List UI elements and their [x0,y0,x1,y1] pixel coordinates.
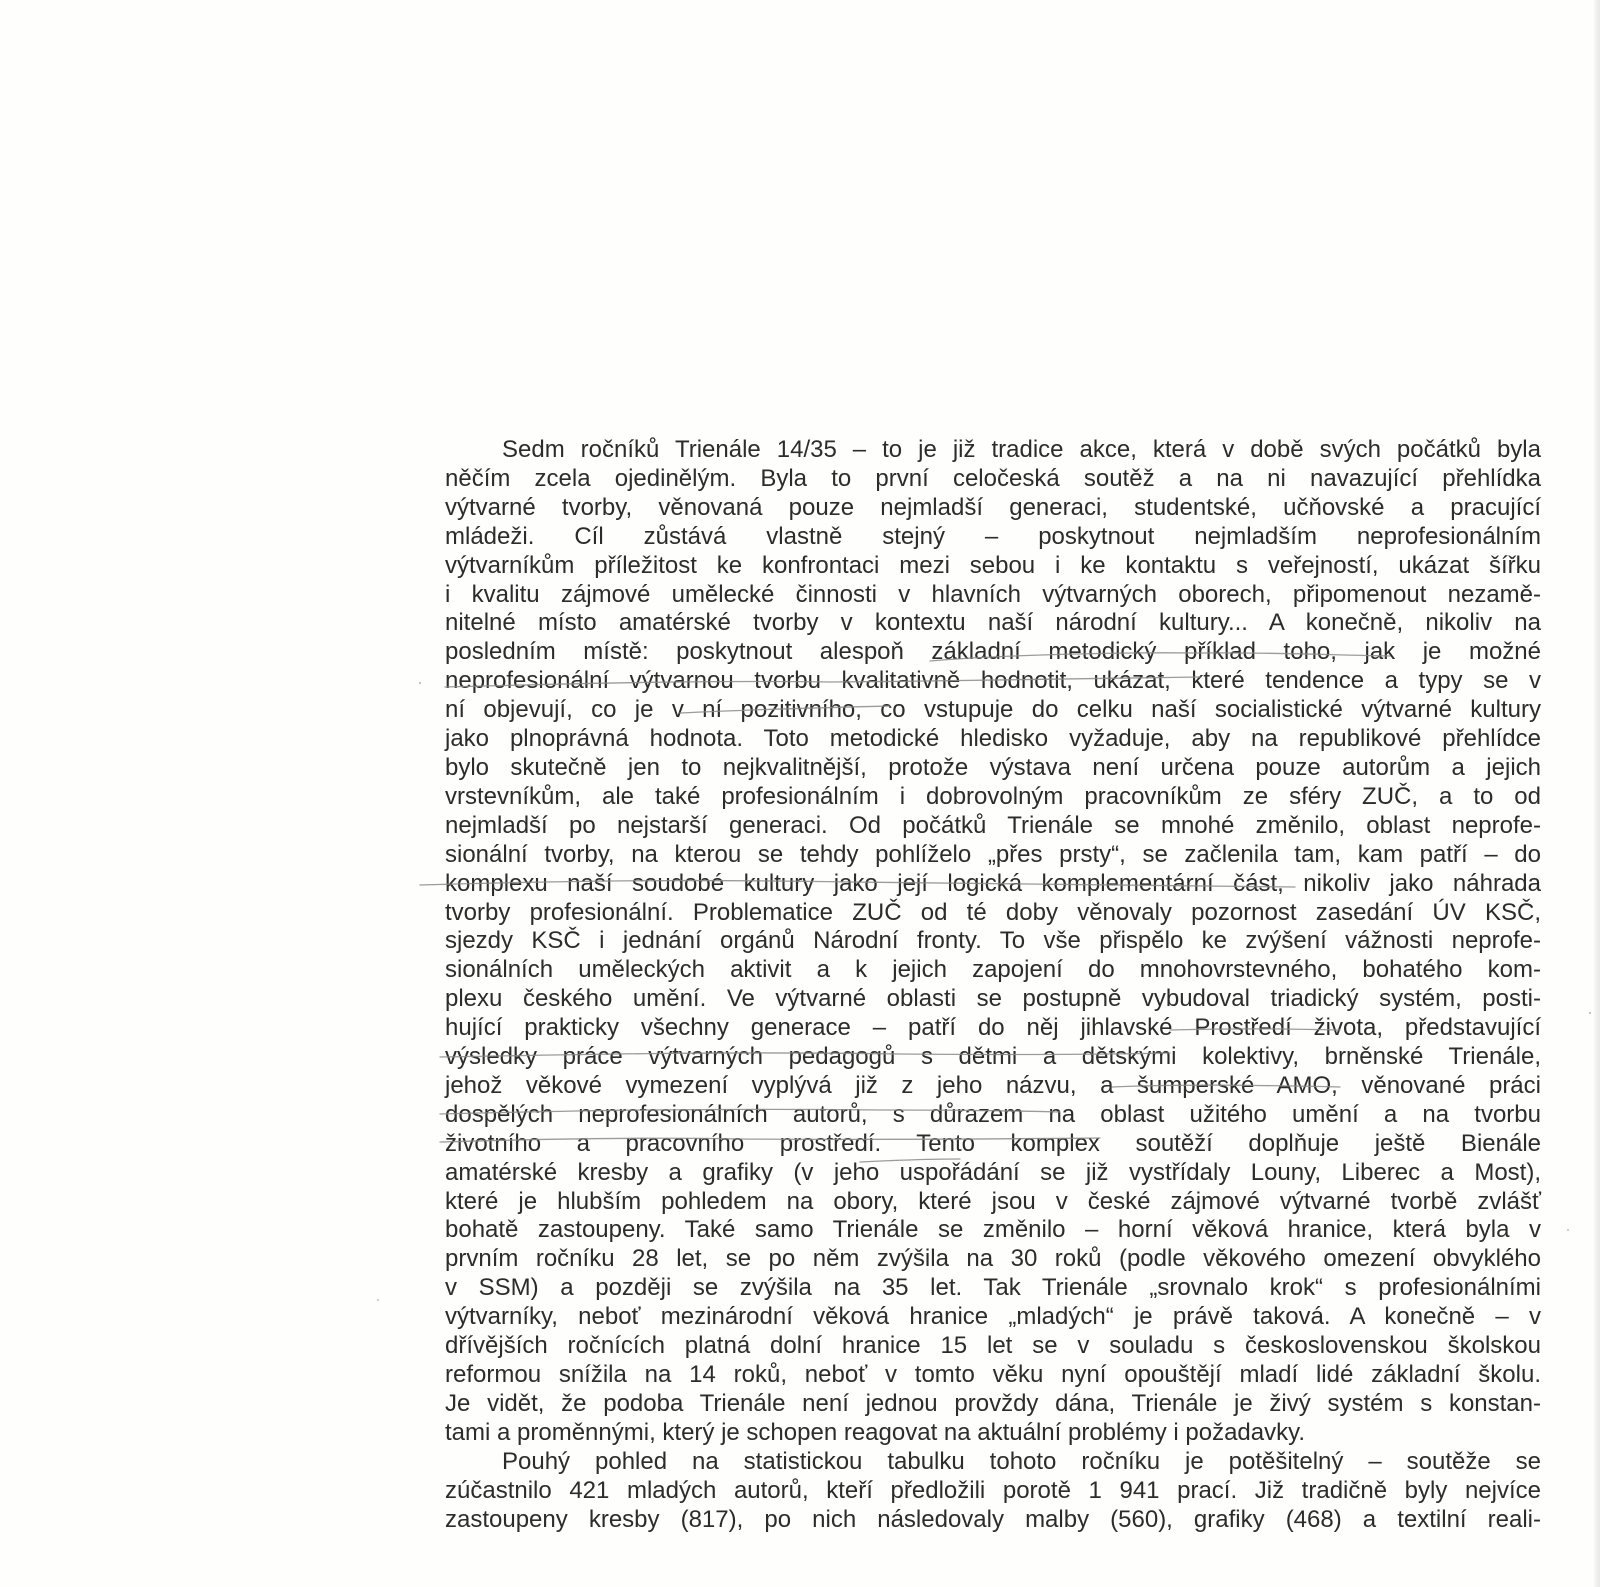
text-line: posledním místě: poskytnout alespoň základní metodický příklad toho, jak je možné [445,638,1541,666]
text-line: neprofesionální výtvarnou tvorbu kvalitativně hodnotit, ukázat, které tendence a typy se v [445,667,1541,695]
text-line: nejmladší po nejstarší generaci. Od počátků Trienále se mnohé změnilo, oblast neprofe- [445,811,1541,839]
text-line: bohatě zastoupeny. Také samo Trienále se změnilo – horní věková hranice, která byla v [445,1216,1541,1244]
text-line: Pouhý pohled na statistickou tabulku tohoto ročníku je potěšitelný – soutěže se [502,1447,1541,1475]
text-line: dřívějších ročnících platná dolní hranice 15 let se v souladu s československou školskou [445,1332,1541,1360]
text-line: i kvalitu zájmové umělecké činnosti v hlavních výtvarných oborech, připomenout nezamě- [445,580,1541,608]
pencil-mark [377,1299,379,1301]
pencil-mark [419,682,421,684]
text-line: výtvarníky, neboť mezinárodní věková hranice „mladých“ je právě taková. A konečně – v [445,1303,1541,1331]
paragraph-1 [445,436,1541,1448]
text-line: sionální tvorby, na kterou se tehdy pohlíželo „přes prsty“, se začlenila tam, kam patří – do [445,840,1541,868]
text-line: komplexu naší soudobé kultury jako její logická komplementární část, nikoliv jako náhrada [445,869,1541,897]
text-line: hující prakticky všechny generace – patří do něj jihlavské Prostředí života, představující [445,1014,1541,1042]
text-line: jako plnoprávná hodnota. Toto metodické hledisko vyžaduje, aby na republikové přehlídce [445,725,1541,753]
text-line: mládeži. Cíl zůstává vlastně stejný – poskytnout nejmladším neprofesionálním [445,522,1541,550]
text-line: sionálních uměleckých aktivit a k jejich zapojení do mnohovrstevného, bohatého kom- [445,956,1541,984]
text-line: jehož věkové vymezení vyplývá již z jeho názvu, a šumperské AMO, věnované práci [445,1071,1541,1099]
text-line: tvorby profesionální. Problematice ZUČ od té doby věnovaly pozornost zasedání ÚV KSČ, [445,898,1541,926]
text-line: zastoupeny kresby (817), po nich následovaly malby (560), grafiky (468) a textilní reali- [445,1505,1541,1533]
text-line: výtvarné tvorby, věnovaná pouze nejmladší generaci, studentské, učňovské a pracující [445,493,1541,521]
page-edge-shadow [1594,0,1600,1587]
text-line: vrstevníkům, ale také profesionálním i dobrovolným pracovníkům ze sféry ZUČ, a to od [445,782,1541,810]
text-line: výsledky práce výtvarných pedagogů s dětmi a dětskými kolektivy, brněnské Trienále, [445,1043,1541,1071]
text-line: ní objevují, co je v ní pozitivního, co vstupuje do celku naší socialistické výtvarné kultury [445,696,1541,724]
pencil-mark [1589,1012,1591,1014]
text-line: nitelné místo amatérské tvorby v kontextu naší národní kultury... A konečně, nikoliv na [445,609,1541,637]
text-line: reformou snížila na 14 roků, neboť v tomto věku nyní opouštějí mladí lidé základní školu. [445,1361,1541,1388]
text-line: které je hlubším pohledem na obory, které jsou v české zájmové výtvarné tvorbě zvlášť [445,1187,1541,1215]
paragraph-2 [445,1448,1541,1535]
text-line: výtvarníkům příležitost ke konfrontaci mezi sebou i ke kontaktu s veřejností, ukázat šířku [445,551,1541,579]
text-line: dospělých neprofesionálních autorů, s důrazem na oblast užitého umění a na tvorbu [445,1100,1541,1128]
text-line: zúčastnilo 421 mladých autorů, kteří předložili porotě 1 941 prací. Již tradičně byly nejvíce [445,1476,1541,1504]
text-line: sjezdy KSČ i jednání orgánů Národní fronty. To vše přispělo ke zvýšení vážnosti neprofe- [445,927,1541,955]
text-line: životního a pracovního prostředí. Tento komplex soutěží doplňuje ještě Bienále [445,1129,1541,1157]
text-line: prvním ročníku 28 let, se po něm zvýšila na 30 roků (podle věkového omezení obvyklého [445,1245,1541,1273]
text-line: plexu českého umění. Ve výtvarné oblasti se postupně vybudoval triadický systém, posti- [445,985,1541,1013]
text-line: amatérské kresby a grafiky (v jeho uspořádání se již vystřídaly Louny, Liberec a Most), [445,1158,1541,1186]
text-line: bylo skutečně jen to nejkvalitnější, protože výstava není určena pouze autorům a jejich [445,753,1541,781]
text-line: něčím zcela ojedinělým. Byla to první celočeská soutěž a na ni navazující přehlídka [445,464,1541,492]
text-line: Je vidět, že podoba Trienále není jednou provždy dána, Trienále je živý systém s konstan- [445,1389,1541,1417]
article-body [445,436,1541,1534]
text-line: v SSM) a později se zvýšila na 35 let. Tak Trienále „srovnalo krok“ s profesionálními [445,1274,1541,1302]
pencil-mark [1567,1229,1569,1231]
text-line: Sedm ročníků Trienále 14/35 – to je již tradice akce, která v době svých počátků byla [502,436,1541,463]
text-line: tami a proměnnými, který je schopen reagovat na aktuální problémy i požadavky. [445,1418,1305,1446]
